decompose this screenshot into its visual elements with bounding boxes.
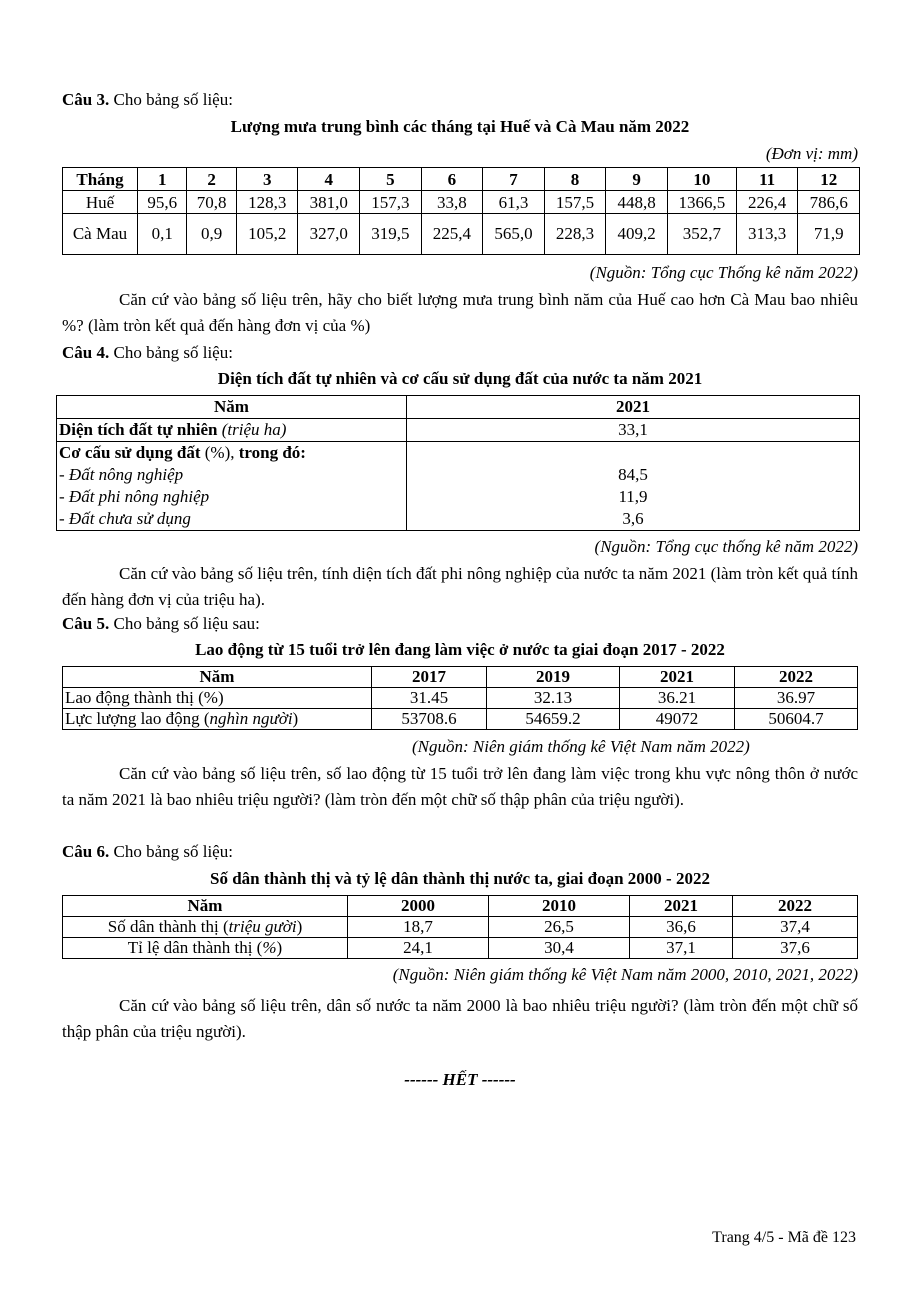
table-row [63,938,858,959]
q3-heading [62,90,233,110]
table-header-cell: Năm [63,667,372,688]
q4-source: (Nguồn: Tổng cục thống kê năm 2022) [594,537,858,556]
table-header-cell: 7 [483,168,545,191]
table-cell: 37,4 [733,917,858,938]
table-cell: 54659.2 [487,709,620,730]
table-header-cell: 10 [667,168,736,191]
table-cell: 33,1 [407,419,860,442]
q3-title: Lượng mưa trung bình các tháng tại Huế và Cà Mau năm 2022 [230,117,690,136]
q6-intro: Cho bảng số liệu: [109,842,233,861]
table-header-cell: 2022 [735,667,858,688]
table-cell: 381,0 [298,191,360,214]
q6-source: (Nguồn: Niên giám thống kê Việt Nam năm 2000, 2010, 2021, 2022) [392,965,858,984]
q5-table [62,666,858,730]
row-label: Huế [63,191,138,214]
row-label: Cà Mau [63,214,138,255]
q3-question: Căn cứ vào bảng số liệu trên, hãy cho biết lượng mưa trung bình năm của Huế cao hơn Cà Mau bao nhiêu %? (làm tròn kết quả đến hàng đơn vị của %) [62,290,858,335]
table-cell: 31.45 [372,688,487,709]
label-unit: nghìn người [209,709,293,728]
q3-label: Câu 3. [62,90,110,109]
table-cell: 32.13 [487,688,620,709]
table-cell: 0,1 [138,214,187,255]
row-label [63,709,372,730]
page-footer: Trang 4/5 - Mã đề 123 [712,1229,856,1246]
table-header-cell: 2021 [630,896,733,917]
q4-intro: Cho bảng số liệu: [109,343,233,362]
table-row [63,667,858,688]
q6-table [62,895,858,959]
table-header-cell: 2000 [348,896,489,917]
table-cell: 128,3 [236,191,298,214]
q3-intro: Cho bảng số liệu: [109,90,233,109]
table-cell: 95,6 [138,191,187,214]
table-cell: 70,8 [187,191,236,214]
table-row [63,168,860,191]
q6-title: Số dân thành thị và tỷ lệ dân thành thị nước ta, giai đoạn 2000 - 2022 [210,869,710,888]
q4-table [56,395,860,531]
table-header-cell: 2 [187,168,236,191]
q3-table [62,167,860,255]
label-part: ) [276,938,283,957]
table-row [57,442,860,531]
q5-source: (Nguồn: Niên giám thống kê Việt Nam năm 2022) [412,737,750,756]
table-row [63,896,858,917]
table-cell: 1366,5 [667,191,736,214]
table-row [63,191,860,214]
table-cell: 105,2 [236,214,298,255]
table-header-cell: 11 [736,168,798,191]
row-label: Lao động thành thị (%) [63,688,372,709]
label-part: Tỉ lệ dân thành thị ( [127,938,263,957]
table-header-cell: 4 [298,168,360,191]
table-header-cell: 2022 [733,896,858,917]
table-cell: 18,7 [348,917,489,938]
table-cell: 157,3 [360,191,422,214]
table-cell: 71,9 [798,214,860,255]
row-label [63,938,348,959]
table-cell: 448,8 [606,191,668,214]
table-row [63,917,858,938]
table-cell: 226,4 [736,191,798,214]
table-cell: 352,7 [667,214,736,255]
table-row [57,419,860,442]
table-cell: 786,6 [798,191,860,214]
item-value: 11,9 [618,487,648,506]
list-item: - Đất phi nông nghiệp [59,487,210,506]
table-cell: 50604.7 [735,709,858,730]
table-cell: 49072 [620,709,735,730]
q4-label: Câu 4. [62,343,110,362]
table-cell: 319,5 [360,214,422,255]
list-item: - Đất nông nghiệp [59,465,184,484]
table-cell: 53708.6 [372,709,487,730]
table-cell: 36.97 [735,688,858,709]
table-header-cell: 9 [606,168,668,191]
list-item: - Đất chưa sử dụng [59,509,191,528]
table-cell: 61,3 [483,191,545,214]
q5-label: Câu 5. [62,614,110,633]
q6-question: Căn cứ vào bảng số liệu trên, dân số nước ta năm 2000 là bao nhiêu triệu người? (làm tròn đến một chữ số thập phân của triệu người). [62,996,858,1041]
label-part: ) [296,917,303,936]
table-row [63,214,860,255]
table-header-cell: 2021 [407,396,860,419]
q4-heading [62,343,233,363]
table-cell: 30,4 [489,938,630,959]
label-unit: triệu gười [228,917,297,936]
area-unit: (triệu ha) [217,420,287,439]
table-header-cell: 6 [421,168,483,191]
row-label [57,419,407,442]
table-cell: 409,2 [606,214,668,255]
q4-question: Căn cứ vào bảng số liệu trên, tính diện tích đất phi nông nghiệp của nước ta năm 2021 (làm tròn kết quả tính đến hàng đơn vị của triệu ha). [62,564,858,609]
q4-title: Diện tích đất tự nhiên và cơ cấu sử dụng đất của nước ta năm 2021 [217,369,703,388]
table-header-cell: 3 [236,168,298,191]
table-cell: 225,4 [421,214,483,255]
row-label [57,442,407,531]
q6-heading [62,842,233,862]
row-label [63,917,348,938]
table-row [63,709,858,730]
q6-label: Câu 6. [62,842,110,861]
table-row [63,688,858,709]
table-header-cell: 2017 [372,667,487,688]
table-cell: 327,0 [298,214,360,255]
table-header-cell: Tháng [63,168,138,191]
table-cell: 313,3 [736,214,798,255]
q5-question: Căn cứ vào bảng số liệu trên, số lao động từ 15 tuổi trở lên đang làm việc trong khu vực nông thôn ở nước ta năm 2021 là bao nhiêu triệu người? (làm tròn đến một chữ số thập phân của triệu người). [62,764,858,809]
table-header-cell: 2019 [487,667,620,688]
q5-title: Lao động từ 15 tuổi trở lên đang làm việc ở nước ta giai đoạn 2017 - 2022 [195,640,725,659]
table-header-cell: 5 [360,168,422,191]
label-unit: % [262,938,277,957]
structure-label-mid: (%), [200,443,239,462]
item-value: 3,6 [622,509,644,528]
table-cell: 37,6 [733,938,858,959]
end-mark: ------ HẾT ------ [404,1070,516,1089]
table-cell: 36.21 [620,688,735,709]
table-header-cell: 2010 [489,896,630,917]
table-header-cell: 1 [138,168,187,191]
table-header-cell: 2021 [620,667,735,688]
table-header-cell: Năm [57,396,407,419]
table-header-cell: Năm [63,896,348,917]
table-cell: 228,3 [544,214,606,255]
table-cell: 157,5 [544,191,606,214]
table-cell: 37,1 [630,938,733,959]
label-part: Lực lượng lao động ( [65,709,210,728]
table-header-cell: 12 [798,168,860,191]
item-value: 84,5 [618,465,648,484]
label-part: ) [292,709,299,728]
structure-label: Cơ cấu sử dụng đất [59,443,201,462]
q5-intro: Cho bảng số liệu sau: [109,614,260,633]
structure-label-end: trong đó: [238,443,306,462]
q3-unit: (Đơn vị: mm) [765,144,858,163]
q5-heading [62,614,260,634]
area-label: Diện tích đất tự nhiên [59,420,218,439]
table-cell: 33,8 [421,191,483,214]
table-cell: 0,9 [187,214,236,255]
label-part: Số dân thành thị ( [107,917,229,936]
table-header-cell: 8 [544,168,606,191]
table-cell: 26,5 [489,917,630,938]
q3-source: (Nguồn: Tổng cục Thống kê năm 2022) [589,263,858,282]
table-cell: 565,0 [483,214,545,255]
table-row [57,396,860,419]
table-cell: 24,1 [348,938,489,959]
table-cell: 36,6 [630,917,733,938]
table-cell [407,442,860,531]
